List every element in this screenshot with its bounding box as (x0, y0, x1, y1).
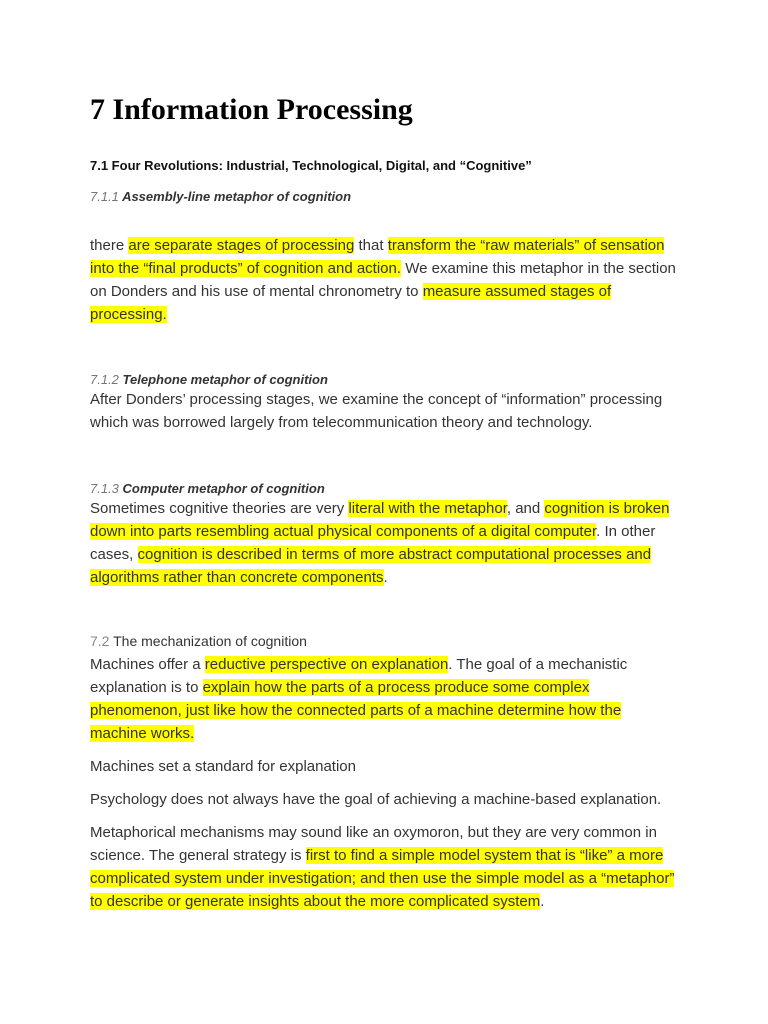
text-run: Machines offer a (90, 656, 205, 673)
highlight: cognition is broken down into parts resembling actual physical components of a digital computer (90, 500, 670, 540)
highlight: transform the “raw materials” of sensation into the “final products” of cognition and action. (90, 237, 665, 277)
highlight: cognition is described in terms of more abstract computational processes and algorithms rather than concrete components (90, 546, 652, 586)
paragraph-mechanization (90, 653, 682, 745)
highlight: first to find a simple model system that is “like” a more complicated system under investigation; and then use the simple model as a “metaphor” to describe or generate insights about the more complicated system (90, 847, 675, 910)
section-7-2-heading (90, 633, 682, 651)
paragraph-standard (90, 755, 682, 778)
text-run: . In other cases, (90, 523, 656, 563)
section-title-7-1: 7.1 Four Revolutions: Industrial, Technological, Digital, and “Cognitive” (90, 158, 532, 173)
text-run: , and (506, 500, 545, 517)
paragraph-text: Psychology does not always have the goal of achieving a machine-based explanation. (90, 791, 662, 808)
text-run: . (383, 569, 388, 586)
subsection-number: 7.1.3 (90, 481, 119, 496)
highlight: are separate stages of processing (128, 237, 355, 254)
chapter-title: 7 Information Processing (90, 93, 413, 126)
subsection-number: 7.1.2 (90, 372, 119, 387)
text-run: . (540, 893, 545, 910)
subsection-7-1-2-heading (90, 371, 682, 389)
section-number: 7.2 (90, 633, 110, 649)
paragraph-computer (90, 497, 682, 589)
text-run: there (90, 237, 129, 254)
subsection-title: Computer metaphor of cognition (122, 481, 325, 496)
subsection-title: Telephone metaphor of cognition (122, 372, 328, 387)
subsection-7-1-1-heading (90, 188, 682, 206)
text-run: Sometimes cognitive theories are very (90, 500, 349, 517)
highlight: literal with the metaphor (348, 500, 507, 517)
paragraph-assembly-line (90, 234, 682, 326)
subsection-number: 7.1.1 (90, 189, 119, 204)
paragraph-metaphorical (90, 821, 682, 913)
highlight: measure assumed stages of processing. (90, 283, 612, 323)
highlight: explain how the parts of a process produce some complex phenomenon, just like how the connected parts of a machine determine how the machine works. (90, 679, 622, 742)
section-title: The mechanization of cognition (113, 633, 307, 649)
paragraph-text: Machines set a standard for explanation (90, 758, 356, 775)
highlight: reductive perspective on explanation (204, 656, 449, 673)
paragraph-text: After Donders’ processing stages, we examine the concept of “information” processing which was borrowed largely from telecommunication theory and technology. (90, 391, 663, 431)
subsection-title: Assembly-line metaphor of cognition (122, 189, 352, 204)
text-run: Metaphorical mechanisms may sound like an oxymoron, but they are very common in science. The general strategy is (90, 824, 657, 864)
paragraph-psychology (90, 788, 682, 811)
text-run: . The goal of a mechanistic explanation is to (90, 656, 628, 696)
subsection-7-1-3-heading (90, 480, 682, 498)
text-run: We examine this metaphor in the section on Donders and his use of mental chronometry to (90, 260, 676, 300)
paragraph-telephone (90, 388, 682, 434)
text-run: that (354, 237, 388, 254)
